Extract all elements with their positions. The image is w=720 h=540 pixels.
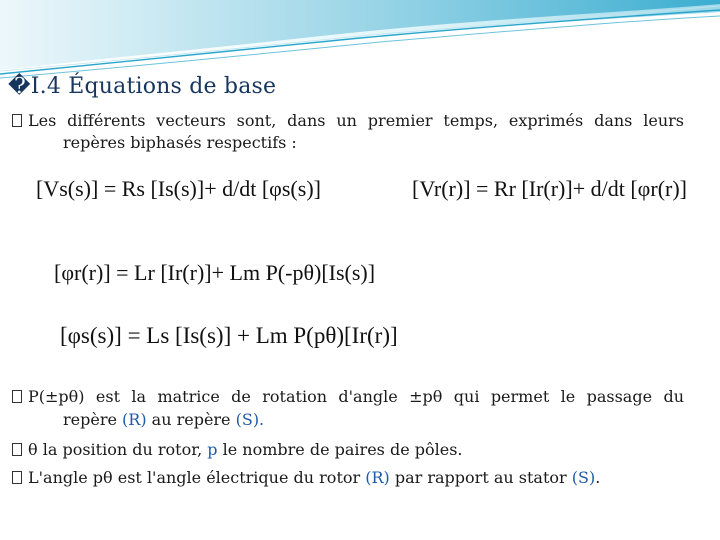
bullet-square-icon [12,443,22,456]
bullet-3-text-a: θ la position du rotor, [28,440,208,459]
bullet-3-text-b: le nombre de paires de pôles. [217,440,463,459]
equation-phi-s: [φs(s)] = Ls [Is(s)] + Lm P(pθ)[Ir(r)] [60,323,398,348]
bullet-3 [12,439,463,461]
bullet-square-icon [12,114,22,127]
bullet-2-text-b: au repère [146,410,236,429]
bullet-1-text: Les différents vecteurs sont, dans un premier temps, exprimés dans leurs [28,111,684,130]
stator-frame-label: (S). [235,410,265,429]
bullet-1-line-1 [12,110,684,132]
bullet-square-icon [12,471,22,484]
equation-phi-r: [φr(r)] = Lr [Ir(r)]+ Lm P(-pθ)[Is(s)] [54,260,376,285]
bullet-square-icon [12,390,22,403]
slide-title: �I.4 Équations de base [8,74,277,99]
bullet-4 [12,467,600,489]
bullet-1-line-2: repères biphasés respectifs : [63,133,297,152]
bullet-2-line-2 [63,409,264,431]
bullet-4-text-c: . [595,468,601,487]
bullet-2-text-a: repère [63,410,123,429]
stator-label: (S) [571,468,596,487]
pole-pairs-symbol: p [207,440,218,459]
bullet-2-line-1 [12,386,684,408]
bullet-2-text: P(±pθ) est la matrice de rotation d'angle ±pθ qui permet le passage du [28,387,684,406]
bullet-4-text-a: L'angle pθ est l'angle électrique du rotor [28,468,366,487]
rotor-label: (R) [365,468,390,487]
bullet-4-text-b: par rapport au stator [389,468,572,487]
equation-vr: [Vr(r)] = Rr [Ir(r)]+ d/dt [φr(r)] [412,176,687,201]
equation-vs: [Vs(s)] = Rs [Is(s)]+ d/dt [φs(s)] [36,176,321,201]
rotor-frame-label: (R) [122,410,147,429]
